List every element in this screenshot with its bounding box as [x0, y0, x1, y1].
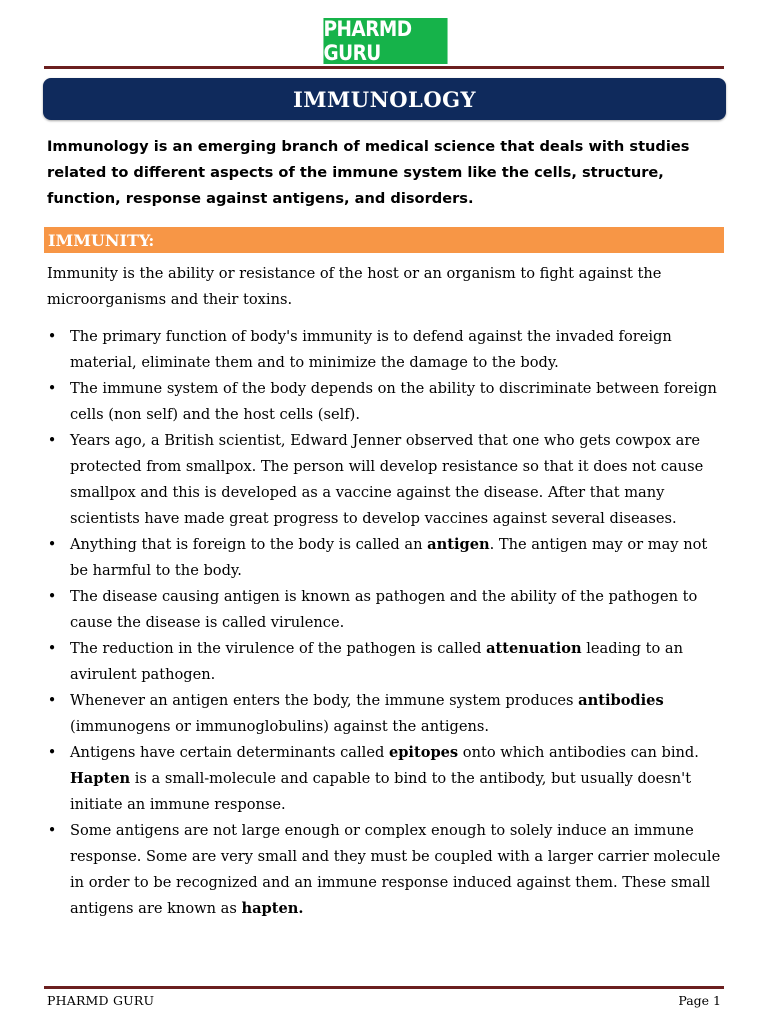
bullet-icon: • — [47, 822, 57, 839]
section-heading: IMMUNITY: — [48, 230, 155, 250]
title-banner — [43, 78, 726, 120]
bullet-text: The reduction in the virulence of the pathogen is called — [70, 640, 487, 657]
list-item — [47, 584, 727, 636]
list-item — [47, 740, 727, 818]
footer-brand: PHARMD GURU — [47, 993, 155, 1008]
bullet-text: . The antigen may or may not be harmful to the body. — [70, 536, 708, 579]
immunity-definition: Immunity is the ability or resistance of the host or an organism to fight against the microorganisms and their toxins. — [47, 265, 662, 308]
bullet-text: The primary function of body's immunity is to defend against the invaded foreign material, eliminate them and to minimize the damage to the body. — [70, 328, 672, 371]
bullet-text: The disease causing antigen is known as pathogen and the ability of the pathogen to cause the disease is called virulence. — [70, 588, 698, 631]
bold-term-antibodies: antibodies — [578, 692, 664, 709]
bullet-icon: • — [47, 536, 57, 553]
bullet-list — [47, 324, 727, 922]
bullet-text: Years ago, a British scientist, Edward Jenner observed that one who gets cowpox are protected from smallpox. The person will develop resistance so that it does not cause smallpox and this is developed as a vaccine against the disease. After that many scientists have made great progress to develop vaccines against several diseases. — [70, 432, 704, 527]
bold-term-epitopes: epitopes — [388, 744, 459, 761]
list-item — [47, 636, 727, 688]
bold-term-hapten: Hapten — [70, 770, 131, 787]
bullet-text: (immunogens or immunoglobulins) against the antigens. — [70, 718, 490, 735]
bold-term-attenuation: attenuation — [486, 640, 582, 657]
bullet-text: Antigens have certain determinants called — [70, 744, 389, 761]
bullet-icon: • — [47, 744, 57, 761]
bullet-text: onto which antibodies can bind. — [458, 744, 699, 761]
bullet-text: Whenever an antigen enters the body, the immune system produces — [70, 692, 579, 709]
bullet-icon: • — [47, 380, 57, 397]
bullet-icon: • — [47, 328, 57, 345]
header-rule — [44, 66, 724, 69]
bullet-text: is a small-molecule and capable to bind to the antibody, but usually doesn't initiate an immune response. — [70, 770, 692, 813]
bold-term-hapten: hapten. — [241, 900, 304, 917]
bullet-text: The immune system of the body depends on the ability to discriminate between foreign cells (non self) and the host cells (self). — [70, 380, 717, 423]
list-item — [47, 532, 727, 584]
page-title: IMMUNOLOGY — [292, 86, 477, 112]
bullet-icon: • — [47, 588, 57, 605]
bullet-icon: • — [47, 432, 57, 449]
bullet-text: leading to an avirulent pathogen. — [70, 640, 684, 683]
logo-text: PHARMD GURU — [323, 17, 412, 65]
section-heading-bar — [44, 227, 724, 253]
intro-paragraph: Immunology is an emerging branch of medical science that deals with studies related to different aspects of the immune system like the cells, structure, function, response against antigens, and disorders. — [47, 138, 690, 207]
list-item — [47, 818, 727, 922]
list-item — [47, 376, 727, 428]
bullet-icon: • — [47, 692, 57, 709]
bullet-text: Some antigens are not large enough or complex enough to solely induce an immune response. Some are very small and they must be coupled with a larger carrier molecule in order to be recognized and an immune response induced against them. These small antigens are known as — [70, 822, 721, 917]
list-item — [47, 324, 727, 376]
bullet-text: Anything that is foreign to the body is called an — [70, 536, 428, 553]
footer-rule — [44, 986, 724, 989]
page-number: Page 1 — [678, 993, 721, 1008]
list-item — [47, 688, 727, 740]
pharmd-guru-logo — [323, 18, 447, 64]
bold-term-antigen: antigen — [427, 536, 490, 553]
list-item — [47, 428, 727, 532]
bullet-icon: • — [47, 640, 57, 657]
